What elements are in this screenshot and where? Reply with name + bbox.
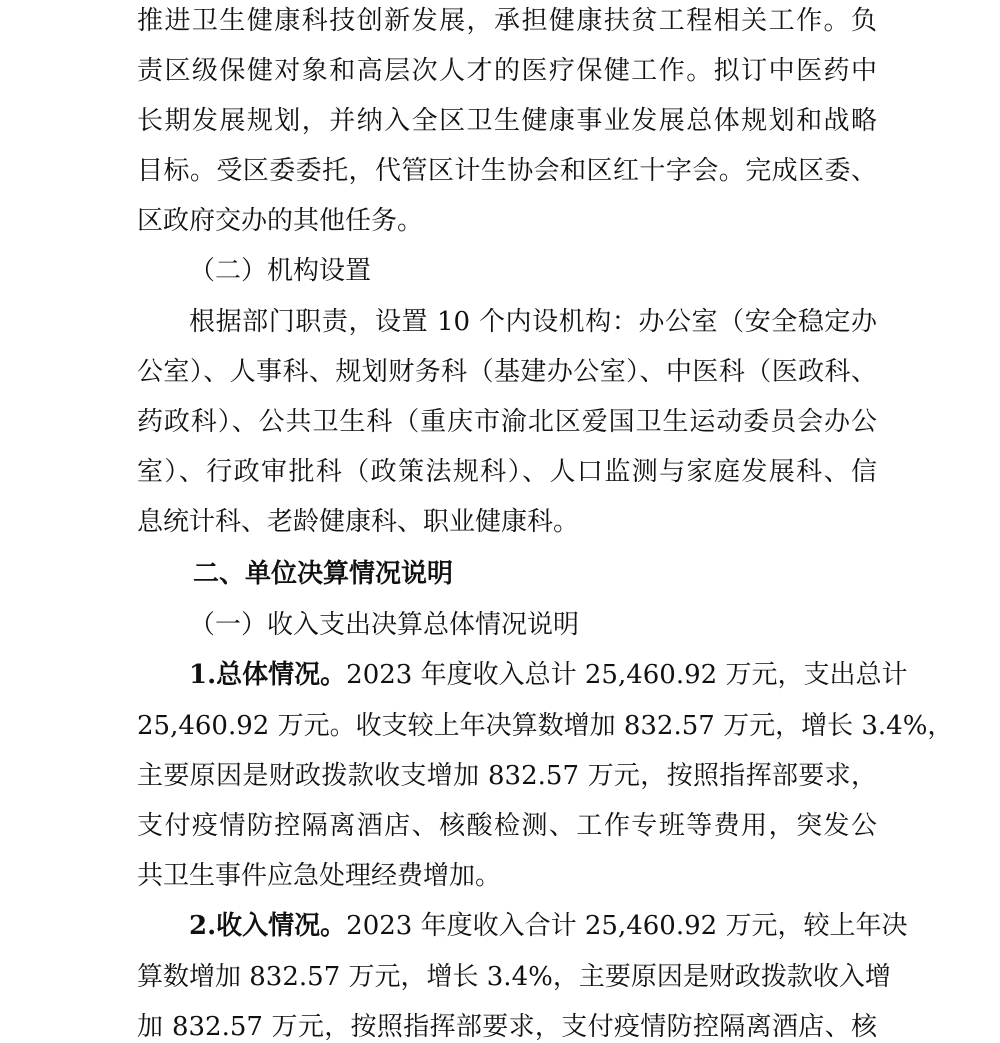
paragraph-line: [189, 658, 908, 692]
section-heading-institution-setup: （二）机构设置: [189, 256, 372, 286]
paragraph-line: 推进卫生健康科技创新发展，承担健康扶贫工程相关工作。负: [137, 6, 877, 36]
section-heading-unit-final-accounts: 二、单位决算情况说明: [193, 559, 454, 589]
overall-situation-label: 1.总体情况。: [189, 660, 347, 690]
paragraph-line: 共卫生事件应急处理经费增加。: [137, 861, 502, 891]
paragraph-line: 目标。受区委委托，代管区计生协会和区红十字会。完成区委、: [137, 156, 877, 186]
paragraph-line: 算数增加 832.57 万元，增长 3.4%，主要原因是财政拨款收入增: [137, 962, 891, 992]
paragraph-line: 室）、行政审批科（政策法规科）、人口监测与家庭发展科、信: [137, 457, 877, 487]
paragraph-line: 区政府交办的其他任务。: [137, 206, 424, 236]
paragraph-line: 根据部门职责，设置 10 个内设机构：办公室（安全稳定办: [189, 307, 877, 337]
paragraph-line: 加 832.57 万元，按照指挥部要求，支付疫情防控隔离酒店、核: [137, 1012, 877, 1042]
overall-situation-text: 2023 年度收入总计 25,460.92 万元，支出总计: [346, 660, 908, 690]
paragraph-line: 25,460.92 万元。收支较上年决算数增加 832.57 万元，增长 3.4%，: [137, 711, 954, 741]
income-situation-text: 2023 年度收入合计 25,460.92 万元，较上年决: [346, 911, 908, 941]
paragraph-line: 药政科）、公共卫生科（重庆市渝北区爱国卫生运动委员会办公: [137, 407, 877, 437]
paragraph-line: 息统计科、老龄健康科、职业健康科。: [137, 507, 580, 537]
paragraph-line: 支付疫情防控隔离酒店、核酸检测、工作专班等费用，突发公: [137, 811, 877, 841]
income-situation-label: 2.收入情况。: [189, 911, 347, 941]
paragraph-line: [189, 909, 908, 943]
paragraph-line: 公室）、人事科、规划财务科（基建办公室）、中医科（医政科、: [137, 357, 877, 387]
paragraph-line: 主要原因是财政拨款收支增加 832.57 万元，按照指挥部要求，: [137, 761, 877, 791]
subsection-heading-income-expense-overview: （一）收入支出决算总体情况说明: [189, 610, 580, 640]
paragraph-line: 责区级保健对象和高层次人才的医疗保健工作。拟订中医药中: [137, 56, 877, 86]
paragraph-line: 长期发展规划，并纳入全区卫生健康事业发展总体规划和战略: [137, 106, 877, 136]
